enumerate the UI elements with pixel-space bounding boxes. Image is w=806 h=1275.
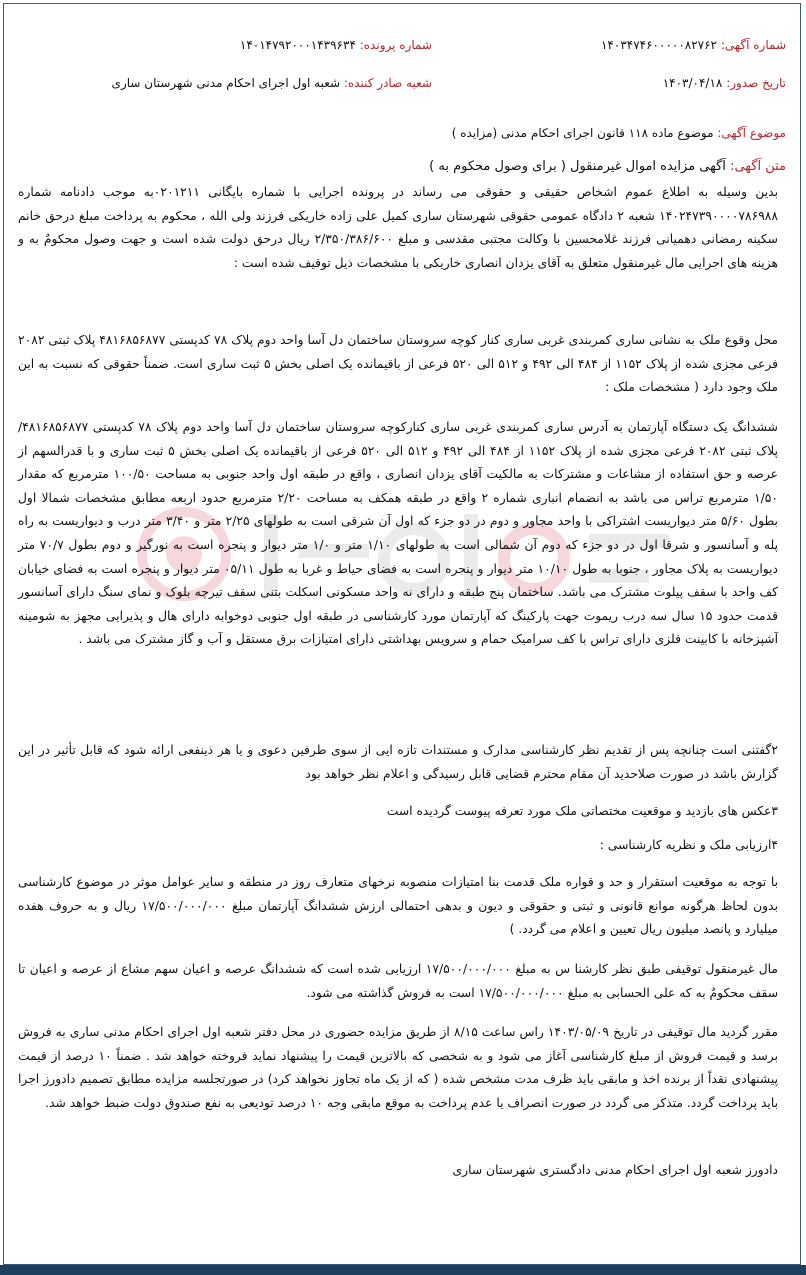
signature: دادورز شعبه اول اجرای احکام مدنی دادگستری شهرستان ساری (452, 1163, 778, 1177)
case-number (240, 36, 432, 54)
issuer-value: شعبه اول اجرای احکام مدنی شهرستان ساری (111, 76, 341, 90)
issue-date (663, 74, 786, 92)
issuer (112, 74, 432, 92)
paragraph-sale-value: مال غیرمنقول توقیفی طبق نظر کارشنا س به مبلغ ۱۷/۵۰۰/۰۰۰/۰۰۰ ارزیابی شده است که ششدانگ عرصه و اعیان سهم مشاع از عرصه و اعیان تا سقف محکومٌ به که علی الحسابی به مبلغ ۱۷/۵۰۰/۰۰۰/۰۰۰ است به فروش گذاشته می شود. (18, 962, 778, 1000)
notice-topic-value: موضوع ماده ۱۱۸ قانون اجرای احکام مدنی (مزایده ) (451, 126, 714, 140)
paragraph-appraisal-heading: ۴ارزیابی ملک و نظریه کارشناسی : (599, 838, 778, 852)
paragraph-expert-note: ۲گفتنی است چنانچه پس از تقدیم نظر کارشناسی مدارک و مستندات تازه ایی از سوی طرفین دعوی و یا هر ذینفعی ارائه شود که قابل تأثیر در این گزارش باشد در صورت صلاحدید آن مقام محترم قضایی قابل رسیدگی و اعلام نظر خواهد بود (18, 743, 778, 781)
notice-number (601, 36, 786, 54)
notice-heading-label: متن آگهی: (730, 159, 786, 174)
notice-heading (429, 158, 786, 176)
issuer-label: شعبه صادر کننده: (343, 76, 432, 90)
issue-date-value: ۱۴۰۳/۰۴/۱۸ (662, 76, 723, 90)
bottom-bar (0, 1265, 806, 1275)
paragraph-appraisal: با توجه به موقعیت استقرار و حد و قواره ملک قدمت بنا امتیازات منصوبه نرخهای متعارف روز در منطقه و سایر عوامل موثر در موضوع کارشناسی بدون لحاظ هرگونه موانع قانونی و ثبتی و حقوقی و دیون و بدهی احتمالی ارزش ششدانگ آپارتمان مبلغ ۱۷/۵۰۰/۰۰۰/۰۰۰ ریال و به حروف هفده میلیارد و پانصد میلیون ریال تعیین و اعلام می گردد. ) (18, 875, 779, 937)
paragraph-intro: بدین وسیله به اطلاع عموم اشخاص حقیقی و حقوقی می رساند در پرونده اجرایی با شماره بایگانی ۰۲۰۱۲۱۱به موجب دادنامه شماره ۱۴۰۲۴۷۳۹۰۰۰۰۷۸۶۹۸۸ شعبه ۲ دادگاه عمومی حقوقی شهرستان ساری کمیل علی زاده خاریکی فرزند ولی الله ، محکوم به پرداخت مبلغ درحق خانم سکینه رمضانی دهمیانی فرزند غلامحسین با وکالت مجتبی مقدسی و مبلغ ۲/۳۵۰/۳۸۶/۶۰۰ ریال درحق دولت شده است و جهت وصول محکومٌ به و هزینه های اجرایی مال غیرمنقول متعلق به آقای یزدان انصاری خاریکی با مشخصات ذیل توقیف شده است : (18, 185, 779, 270)
notice-number-label: شماره آگهی: (720, 38, 786, 52)
issue-date-label: تاریخ صدور: (726, 76, 786, 90)
notice-topic-label: موضوع آگهی: (717, 126, 786, 140)
notice-number-value: ۱۴۰۳۴۷۴۶۰۰۰۰۰۸۲۷۶۲ (600, 38, 717, 52)
notice-topic (452, 124, 786, 142)
case-number-label: شماره پرونده: (359, 38, 432, 52)
notice-frame (3, 3, 801, 1265)
paragraph-location: محل وقوع ملک به نشانی ساری کمربندی غربی ساری کنار کوچه سروستان ساختمان دل آسا واحد دوم پلاک ۷۸ کدپستی ۴۸۱۶۸۵۶۸۷۷ پلاک ثبتی ۲۰۸۲ فرعی مجزی شده از پلاک ۱۱۵۲ از ۴۸۴ الی ۴۹۲ و ۵۱۲ الی ۵۲۰ فرعی از باقیمانده یک اصلی بخش ۵ ثبت ساری است. ضمناً حقوقی که نسبت به این ملک وجود دارد ( مشخصات ملک : (18, 333, 778, 395)
paragraph-property-specs: ششدانگ یک دستگاه آپارتمان به آدرس ساری کمربندی غربی ساری کنارکوچه سروستان ساختمان دل آسا واحد دوم پلاک ۷۸ کدپستی ۴۸۱۶۸۵۶۸۷۷/پلاک ثبتی ۲۰۸۲ فرعی مجزی شده از پلاک ۱۱۵۲ از ۴۸۴ الی ۴۹۲ و ۵۱۲ الی ۵۲۰ فرعی از باقیمانده یک اصلی بخش ۵ ثبت ساری و با قدرالسهم از عرصه و حق استفاده از مشاعات و مشترکات به مالکیت آقای یزدان انصاری ، واقع در طبقه اول واحد جنوبی به مساحت ۱۰۰/۵۰ مترمربع که مقدار ۱/۵۰ مترمربع تراس می باشد به انضمام انباری شماره ۲ واقع در طبقه همکف به مساحت ۲/۲۰ مترمربع حدود اربعه مطابق مشخصات شمالا اول بطول ۵/۶۰ متر دیواریست اشتراکی با واحد مجاور و دوم در دو جزء که اول آن شرقی است به طولهای ۲/۲۵ متر و ۳/۴۰ متر درب و دیواریست به راه پله و آسانسور و شرقا اول در دو جزء که دوم آن شمالی است به طولهای ۱/۱۰ متر و ۱/۰ متر دیوار و پنجره است به نورگیر و دوم بطول ۷۰/۷ متر دیواریست به پلاک مجاور ، جنوبا به طول ۱۰/۱۰ متر دیوار و پنجره است به فضای حیاط و غربا به طول ۰۵/۱۱ متر دیوار و پنجره است به فضای خیابان کف واحد با سقف پیلوت مشترک می باشد. ساختمان پنج طبقه و دارای نه واحد مسکونی اسکلت بتنی سقف تیرچه بلوک و نمای سنگ دارای آسانسور قدمت حدود ۱۵ سال سه درب ریموت جهت پارکینگ که آپارتمان مورد کارشناسی در طبقه اول جنوبی دوخوابه دارای هال و پذیرایی مجهز به شومینه آشپزخانه با کابینت فلزی دارای تراس با کف سرامیک حمام و سرویس بهداشتی دارای امتیازات برق مستقل و آب و گاز مشترک می باشد . (18, 420, 778, 647)
notice-heading-value: آگهی مزایده اموال غیرمنقول ( برای وصول محکوم به ) (429, 159, 726, 174)
paragraph-auction-terms: مقرر گردید مال توقیفی در تاریخ ۱۴۰۳/۰۵/۰۹ راس ساعت ۸/۱۵ از طریق مزایده حضوری در محل دفتر شعبه اول اجرای احکام مدنی ساری به فروش برسد و قیمت فروش از مبلغ کارشناسی آغاز می شود و به شخصی که بالاترین قیمت را پیشنهاد نماید فروخته خواهد شد . ضمناً ۱۰ درصد از قیمت پیشنهادی نقداً از برنده اخذ و مابقی باید ظرف مدت مشخص شده ( که از یک ماه تجاوز نخواهد کرد) در صورتجلسه مزایده مطابق تصمیم دادورز اجرا باید پرداخت گردد. متذکر می گردد در صورت انصراف یا عدم پرداخت به موقع مابقی وجه ۱۰ درصد تودیعی به نفع صندوق دولت ضبط خواهد شد. (18, 1025, 778, 1110)
case-number-value: ۱۴۰۱۴۷۹۲۰۰۰۱۴۳۹۶۳۴ (239, 38, 356, 52)
paragraph-photos: ۳عکس های بازدید و موقعیت مختصاتی ملک مورد تعرفه پیوست گردیده است (386, 804, 778, 818)
